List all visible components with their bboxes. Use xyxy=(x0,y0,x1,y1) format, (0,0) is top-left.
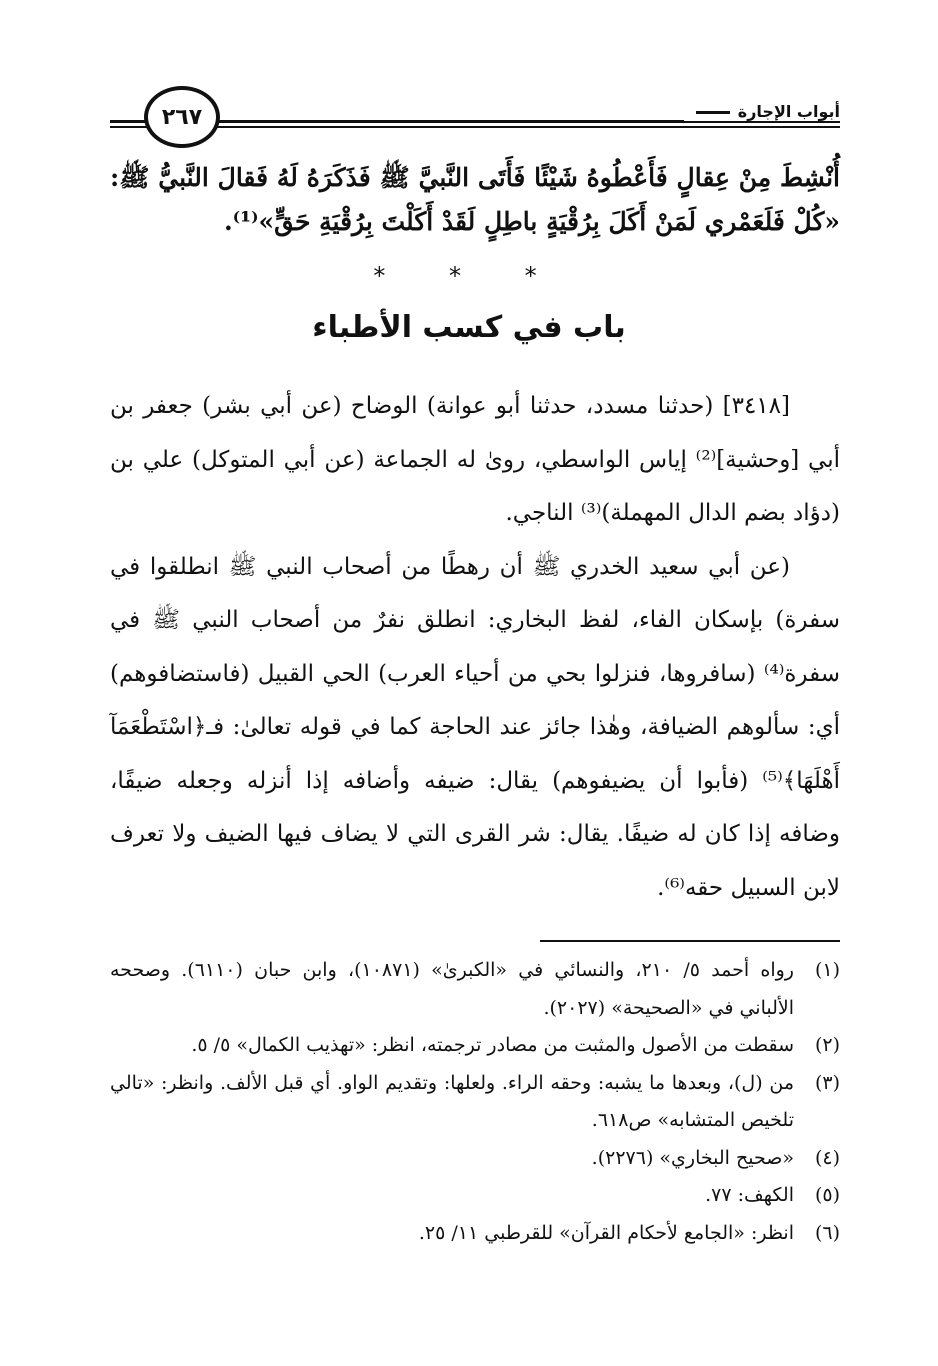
footnote xyxy=(110,1065,840,1140)
footnote-number: (٥) xyxy=(814,1184,840,1206)
footnote xyxy=(110,1027,840,1065)
running-head: أبواب الإجارة xyxy=(684,102,840,121)
footnote-text: سقطت من الأصول والمثبت من مصادر ترجمته، انظر: «تهذيب الكمال» ٥/ ٥. xyxy=(191,1034,794,1056)
footnotes xyxy=(110,952,840,1252)
chapter-title: باب في كسب الأطباء xyxy=(312,310,626,345)
footnote-number: (١) xyxy=(814,959,840,981)
main-body xyxy=(110,380,840,915)
footnote xyxy=(110,1140,840,1178)
page-number: ٢٦٧ xyxy=(144,86,220,148)
section-separator: * * * xyxy=(373,262,565,290)
continued-hadith-text: أُنْشِطَ مِنْ عِقالٍ فَأَعْطُوهُ شَيْئًا فَأَتَى النَّبيَّ ﷺ فَذَكَرَهُ لَهُ فَقالَ النَّبيُّ ﷺ: «كُلْ فَلَعَمْري لَمَنْ أَكَلَ بِرُقْيَةٍ باطِلٍ لَقَدْ أَكَلْتَ بِرُقْيَةِ حَقٍّ»⁽¹⁾. xyxy=(110,163,840,236)
header-rule-thin xyxy=(110,126,840,128)
footnote xyxy=(110,1177,840,1215)
footnote-text: «صحيح البخاري» (٢٢٧٦). xyxy=(591,1146,794,1169)
footnote-number: (٤) xyxy=(814,1146,840,1169)
footnote-text: انظر: «الجامع لأحكام القرآن» للقرطبي ١١/ ٢٥. xyxy=(418,1221,794,1244)
footnote-divider xyxy=(540,940,840,942)
footnote-number: (٣) xyxy=(814,1071,840,1094)
body-paragraph: (عن أبي سعيد الخدري ﷺ أن رهطًا من أصحاب النبي ﷺ انطلقوا في سفرة) بإسكان الفاء، لفظ البخاري: انطلق نفرٌ من أصحاب النبي ﷺ في سفرة⁽⁴⁾ (سافروها، فنزلوا بحي من أحياء العرب) الحي القبيل (فاستضافوهم) أي: سألوهم الضيافة، وهٰذا جائز عند الحاجة كما في قوله تعالىٰ: فـ﴿اسْتَطْعَمَآ أَهْلَهَا﴾⁽⁵⁾ (فأبوا أن يضيفوهم) يقال: ضيفه وأضافه إذا أنزله وجعله ضيفًا، وضافه إذا كان له ضيفًا. يقال: شر القرى التي لا يضاف فيها الضيف ولا تعرف لابن السبيل حقه⁽⁶⁾. xyxy=(110,553,840,901)
footnote-number: (٦) xyxy=(814,1221,840,1244)
footnote xyxy=(110,952,840,1027)
footnote-number: (٢) xyxy=(814,1034,840,1056)
page-header xyxy=(110,86,840,150)
body-paragraph: [٣٤١٨] (حدثنا مسدد، حدثنا أبو عوانة) الوضاح (عن أبي بشر) جعفر بن أبي [وحشية]⁽²⁾ إياس الواسطي، روىٰ له الجماعة (عن أبي المتوكل) علي بن (دؤاد بضم الدال المهملة)⁽³⁾ الناجي. xyxy=(110,393,841,526)
footnote xyxy=(110,1215,840,1253)
footnote-text: الكهف: ٧٧. xyxy=(705,1184,794,1206)
footnote-text: رواه أحمد ٥/ ٢١٠، والنسائي في «الكبرىٰ» (١٠٨٧١)، وابن حبان (٦١١٠). وصححه الألباني في «الصحيحة» (٢٠٢٧). xyxy=(110,959,794,1019)
footnote-text: من (ل)، وبعدها ما يشبه: وحقه الراء. ولعلها: وتقديم الواو. أي قبل الألف. وانظر: «تالي تلخيص المتشابه» ص٦١٨. xyxy=(110,1071,794,1131)
